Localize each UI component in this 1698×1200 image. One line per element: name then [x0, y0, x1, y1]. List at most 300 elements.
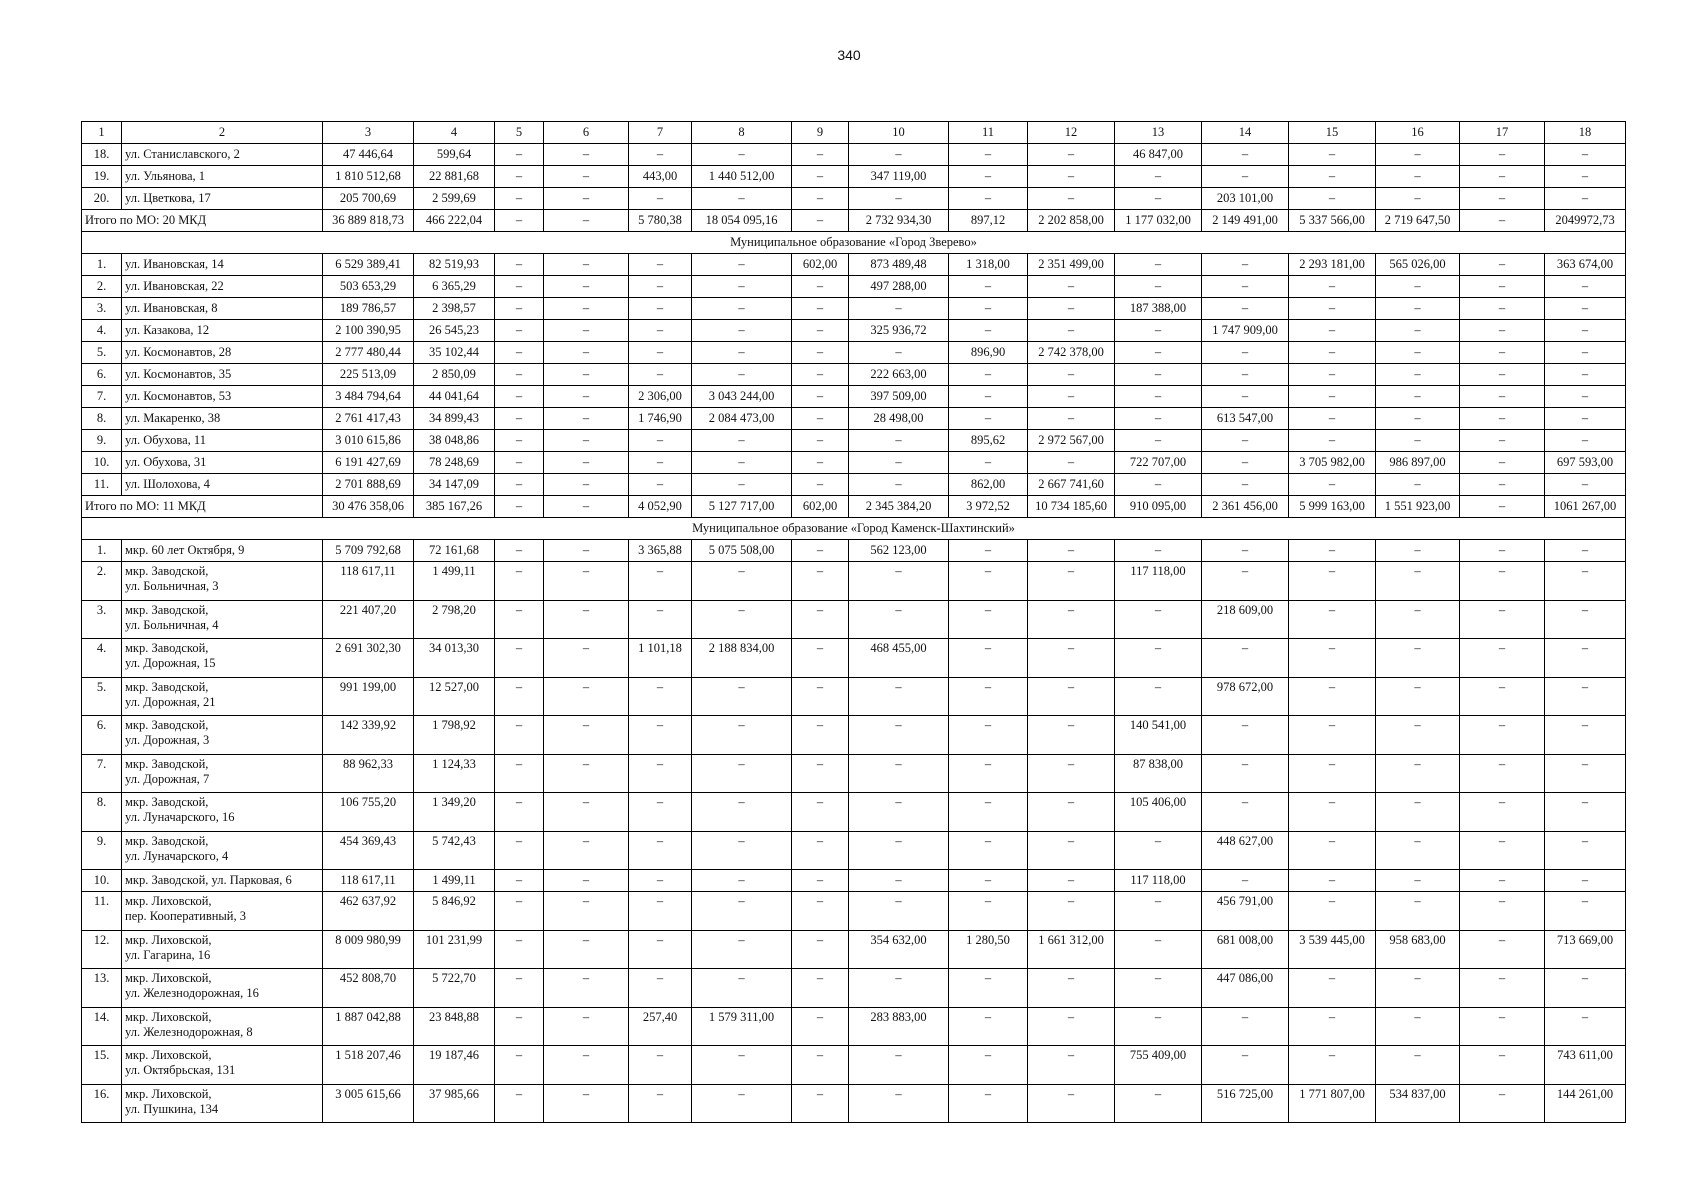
value-cell: – [1289, 430, 1376, 452]
value-cell: – [495, 831, 544, 870]
row-number: 11. [82, 892, 122, 931]
value-cell: – [1289, 320, 1376, 342]
value-cell: 87 838,00 [1115, 754, 1202, 793]
table-row [82, 320, 1626, 342]
value-cell: 205 700,69 [323, 188, 414, 210]
value-cell: – [544, 1046, 629, 1085]
row-number: 15. [82, 1046, 122, 1085]
value-cell: 118 617,11 [323, 562, 414, 601]
value-cell: 602,00 [792, 254, 849, 276]
value-cell: – [1202, 1046, 1289, 1085]
value-cell: – [949, 1046, 1028, 1085]
value-cell: – [692, 716, 792, 755]
value-cell: 6 365,29 [414, 276, 495, 298]
value-cell: – [495, 408, 544, 430]
column-header: 8 [692, 122, 792, 144]
address-line-1: мкр. Лиховской, [125, 894, 212, 908]
value-cell: 347 119,00 [849, 166, 949, 188]
address-cell [122, 716, 323, 755]
value-cell: – [692, 870, 792, 892]
value-cell: – [692, 298, 792, 320]
value-cell: – [949, 166, 1028, 188]
column-header: 9 [792, 122, 849, 144]
value-cell: – [1289, 831, 1376, 870]
total-cell: 910 095,00 [1115, 496, 1202, 518]
address-cell: ул. Ульянова, 1 [122, 166, 323, 188]
value-cell: – [949, 540, 1028, 562]
value-cell: – [792, 320, 849, 342]
value-cell: – [1545, 144, 1626, 166]
value-cell: – [692, 474, 792, 496]
value-cell: – [495, 386, 544, 408]
value-cell: – [495, 1046, 544, 1085]
value-cell: – [1460, 1046, 1545, 1085]
value-cell: – [792, 188, 849, 210]
value-cell: 203 101,00 [1202, 188, 1289, 210]
value-cell: – [949, 144, 1028, 166]
value-cell: – [1376, 144, 1460, 166]
value-cell: – [1289, 342, 1376, 364]
value-cell: – [792, 298, 849, 320]
value-cell: – [692, 320, 792, 342]
value-cell: – [1028, 144, 1115, 166]
value-cell: – [1289, 892, 1376, 931]
value-cell: – [1289, 969, 1376, 1008]
value-cell: 118 617,11 [323, 870, 414, 892]
value-cell: – [692, 1046, 792, 1085]
address-line-2: ул. Гагарина, 16 [125, 947, 211, 962]
row-number: 5. [82, 342, 122, 364]
value-cell: 565 026,00 [1376, 254, 1460, 276]
value-cell: – [629, 562, 692, 601]
value-cell: – [1202, 254, 1289, 276]
address-cell: ул. Ивановская, 14 [122, 254, 323, 276]
table-row [82, 430, 1626, 452]
value-cell: – [1115, 408, 1202, 430]
value-cell: – [1289, 639, 1376, 678]
value-cell: – [1460, 364, 1545, 386]
value-cell: – [1545, 831, 1626, 870]
value-cell: – [1028, 364, 1115, 386]
value-cell: – [629, 254, 692, 276]
value-cell: – [1545, 276, 1626, 298]
value-cell: – [792, 408, 849, 430]
table-row [82, 188, 1626, 210]
row-number: 2. [82, 276, 122, 298]
value-cell: 3 005 615,66 [323, 1084, 414, 1123]
value-cell: – [949, 754, 1028, 793]
value-cell: 3 705 982,00 [1289, 452, 1376, 474]
value-cell: – [544, 408, 629, 430]
table-row [82, 276, 1626, 298]
value-cell: 22 881,68 [414, 166, 495, 188]
value-cell: – [629, 276, 692, 298]
value-cell: – [849, 892, 949, 931]
value-cell: – [1028, 1046, 1115, 1085]
value-cell: – [1202, 540, 1289, 562]
value-cell: 47 446,64 [323, 144, 414, 166]
value-cell: 1 440 512,00 [692, 166, 792, 188]
row-number: 1. [82, 540, 122, 562]
value-cell: 2 293 181,00 [1289, 254, 1376, 276]
value-cell: 363 674,00 [1545, 254, 1626, 276]
value-cell: 221 407,20 [323, 600, 414, 639]
value-cell: 2 701 888,69 [323, 474, 414, 496]
value-cell: – [692, 754, 792, 793]
value-cell: 34 013,30 [414, 639, 495, 678]
value-cell: – [629, 342, 692, 364]
column-header: 15 [1289, 122, 1376, 144]
address-cell: ул. Шолохова, 4 [122, 474, 323, 496]
row-number: 6. [82, 716, 122, 755]
address-cell: ул. Казакова, 12 [122, 320, 323, 342]
value-cell: – [792, 562, 849, 601]
value-cell: – [544, 600, 629, 639]
value-cell: – [495, 892, 544, 931]
table-row [82, 930, 1626, 969]
total-label: Итого по МО: 20 МКД [82, 210, 323, 232]
value-cell: – [1115, 430, 1202, 452]
address-line-2: ул. Дорожная, 3 [125, 733, 210, 747]
repair-cost-table [81, 121, 1626, 1123]
value-cell: 34 899,43 [414, 408, 495, 430]
value-cell: – [495, 969, 544, 1008]
value-cell: 105 406,00 [1115, 793, 1202, 832]
address-line-2: ул. Октябрьская, 131 [125, 1063, 236, 1077]
row-number: 14. [82, 1007, 122, 1046]
value-cell: – [1289, 562, 1376, 601]
value-cell: – [495, 452, 544, 474]
value-cell: – [1545, 793, 1626, 832]
row-number: 18. [82, 144, 122, 166]
address-cell [122, 969, 323, 1008]
value-cell: – [1460, 452, 1545, 474]
table-row [82, 474, 1626, 496]
total-cell: 2 202 858,00 [1028, 210, 1115, 232]
value-cell: – [1376, 386, 1460, 408]
value-cell: 35 102,44 [414, 342, 495, 364]
total-cell: 30 476 358,06 [323, 496, 414, 518]
value-cell: – [1028, 754, 1115, 793]
value-cell: – [949, 716, 1028, 755]
total-cell: 5 337 566,00 [1289, 210, 1376, 232]
value-cell: – [1028, 166, 1115, 188]
value-cell: – [1115, 320, 1202, 342]
value-cell: 2 972 567,00 [1028, 430, 1115, 452]
value-cell: – [1460, 639, 1545, 678]
value-cell: – [949, 562, 1028, 601]
value-cell: – [1202, 144, 1289, 166]
value-cell: – [1289, 716, 1376, 755]
value-cell: 140 541,00 [1115, 716, 1202, 755]
value-cell: – [1289, 600, 1376, 639]
value-cell: – [1376, 1007, 1460, 1046]
section-row [82, 232, 1626, 254]
value-cell: – [1115, 364, 1202, 386]
value-cell: – [1202, 364, 1289, 386]
value-cell: – [629, 677, 692, 716]
value-cell: – [1289, 540, 1376, 562]
value-cell: 562 123,00 [849, 540, 949, 562]
address-line-2: ул. Луначарского, 16 [125, 810, 235, 824]
value-cell: – [1289, 276, 1376, 298]
value-cell: 1 887 042,88 [323, 1007, 414, 1046]
value-cell: – [1545, 188, 1626, 210]
value-cell: – [692, 677, 792, 716]
value-cell: – [949, 276, 1028, 298]
value-cell: – [1202, 1007, 1289, 1046]
value-cell: – [1202, 639, 1289, 678]
value-cell: – [1202, 452, 1289, 474]
row-number: 10. [82, 870, 122, 892]
address-line-1: мкр. Заводской, [125, 756, 209, 771]
value-cell: – [1202, 793, 1289, 832]
value-cell: 978 672,00 [1202, 677, 1289, 716]
address-line-2: ул. Дорожная, 21 [125, 694, 216, 709]
value-cell: – [1460, 540, 1545, 562]
total-cell: 2 345 384,20 [849, 496, 949, 518]
value-cell: 895,62 [949, 430, 1028, 452]
address-cell: ул. Станиславского, 2 [122, 144, 323, 166]
value-cell: – [949, 452, 1028, 474]
value-cell: – [692, 452, 792, 474]
value-cell: 1 124,33 [414, 754, 495, 793]
value-cell: – [1115, 474, 1202, 496]
address-cell: ул. Обухова, 31 [122, 452, 323, 474]
address-cell: ул. Космонавтов, 35 [122, 364, 323, 386]
value-cell: – [1289, 408, 1376, 430]
value-cell: – [1028, 1007, 1115, 1046]
address-line-1: мкр. Лиховской, [125, 932, 212, 947]
value-cell: – [544, 342, 629, 364]
value-cell: 8 009 980,99 [323, 930, 414, 969]
value-cell: – [1115, 1084, 1202, 1123]
value-cell: 187 388,00 [1115, 298, 1202, 320]
total-cell: 3 972,52 [949, 496, 1028, 518]
value-cell: 1 747 909,00 [1202, 320, 1289, 342]
value-cell: 2 667 741,60 [1028, 474, 1115, 496]
value-cell: 5 722,70 [414, 969, 495, 1008]
value-cell: 2 777 480,44 [323, 342, 414, 364]
value-cell: 697 593,00 [1545, 452, 1626, 474]
total-cell: 897,12 [949, 210, 1028, 232]
value-cell: – [1376, 870, 1460, 892]
value-cell: – [1460, 386, 1545, 408]
value-cell: – [792, 1046, 849, 1085]
table-row [82, 754, 1626, 793]
value-cell: – [1115, 386, 1202, 408]
table-header-row [82, 122, 1626, 144]
value-cell: – [1376, 1046, 1460, 1085]
total-cell: 1 177 032,00 [1115, 210, 1202, 232]
value-cell: 1 518 207,46 [323, 1046, 414, 1085]
value-cell: 46 847,00 [1115, 144, 1202, 166]
value-cell: 2 850,09 [414, 364, 495, 386]
value-cell: – [849, 793, 949, 832]
value-cell: 26 545,23 [414, 320, 495, 342]
value-cell: – [1289, 166, 1376, 188]
address-cell [122, 793, 323, 832]
address-line-1: мкр. Заводской, [125, 833, 209, 848]
value-cell: 5 846,92 [414, 892, 495, 931]
value-cell: – [544, 474, 629, 496]
value-cell: – [1376, 166, 1460, 188]
value-cell: 462 637,92 [323, 892, 414, 931]
value-cell: – [1460, 166, 1545, 188]
value-cell: – [849, 1084, 949, 1123]
row-number: 10. [82, 452, 122, 474]
value-cell: – [692, 793, 792, 832]
total-label: Итого по МО: 11 МКД [82, 496, 323, 518]
row-number: 9. [82, 430, 122, 452]
address-cell: ул. Макаренко, 38 [122, 408, 323, 430]
value-cell: 37 985,66 [414, 1084, 495, 1123]
value-cell: – [1202, 562, 1289, 601]
value-cell: – [544, 1084, 629, 1123]
value-cell: – [1202, 342, 1289, 364]
value-cell: – [792, 969, 849, 1008]
page-number: 340 [837, 47, 861, 63]
value-cell: – [1289, 1007, 1376, 1046]
value-cell: – [495, 716, 544, 755]
value-cell: – [544, 870, 629, 892]
value-cell: – [495, 639, 544, 678]
value-cell: 613 547,00 [1202, 408, 1289, 430]
value-cell: – [544, 831, 629, 870]
value-cell: – [544, 892, 629, 931]
column-header: 11 [949, 122, 1028, 144]
value-cell: – [544, 969, 629, 1008]
value-cell: – [495, 166, 544, 188]
value-cell: 82 519,93 [414, 254, 495, 276]
address-line-1: мкр. Заводской, [125, 641, 209, 655]
value-cell: – [1460, 870, 1545, 892]
value-cell: – [495, 1007, 544, 1046]
value-cell: – [1028, 639, 1115, 678]
value-cell: 755 409,00 [1115, 1046, 1202, 1085]
total-cell: 2049972,73 [1545, 210, 1626, 232]
value-cell: – [1460, 677, 1545, 716]
value-cell: – [949, 1007, 1028, 1046]
address-line-2: ул. Больничная, 4 [125, 617, 219, 632]
value-cell: – [1460, 144, 1545, 166]
value-cell: 106 755,20 [323, 793, 414, 832]
value-cell: – [849, 754, 949, 793]
value-cell: – [1202, 474, 1289, 496]
value-cell: – [692, 969, 792, 1008]
value-cell: – [1115, 254, 1202, 276]
total-cell: 5 999 163,00 [1289, 496, 1376, 518]
value-cell: – [792, 793, 849, 832]
value-cell: 5 075 508,00 [692, 540, 792, 562]
value-cell: – [1376, 276, 1460, 298]
value-cell: 447 086,00 [1202, 969, 1289, 1008]
value-cell: – [495, 754, 544, 793]
value-cell: 1 746,90 [629, 408, 692, 430]
value-cell: – [1028, 677, 1115, 716]
value-cell: – [792, 1084, 849, 1123]
value-cell: – [1202, 754, 1289, 793]
column-header: 12 [1028, 122, 1115, 144]
value-cell: – [629, 870, 692, 892]
value-cell: – [792, 639, 849, 678]
value-cell: – [629, 969, 692, 1008]
value-cell: – [1376, 716, 1460, 755]
value-cell: 12 527,00 [414, 677, 495, 716]
value-cell: 681 008,00 [1202, 930, 1289, 969]
value-cell: – [949, 639, 1028, 678]
value-cell: – [1289, 144, 1376, 166]
value-cell: – [1545, 892, 1626, 931]
value-cell: – [1202, 870, 1289, 892]
value-cell: – [1460, 754, 1545, 793]
address-line-1: мкр. Заводской, [125, 718, 209, 732]
value-cell: – [692, 892, 792, 931]
value-cell: – [495, 870, 544, 892]
address-cell: ул. Ивановская, 8 [122, 298, 323, 320]
value-cell: 34 147,09 [414, 474, 495, 496]
value-cell: – [1376, 969, 1460, 1008]
column-header: 13 [1115, 122, 1202, 144]
value-cell: 862,00 [949, 474, 1028, 496]
value-cell: – [1460, 969, 1545, 1008]
address-cell [122, 1046, 323, 1085]
value-cell: – [1289, 386, 1376, 408]
column-header: 18 [1545, 122, 1626, 144]
total-cell: – [495, 210, 544, 232]
value-cell: – [495, 600, 544, 639]
address-cell: ул. Космонавтов, 28 [122, 342, 323, 364]
total-cell: 5 127 717,00 [692, 496, 792, 518]
value-cell: – [495, 342, 544, 364]
value-cell: – [792, 716, 849, 755]
value-cell: – [849, 562, 949, 601]
value-cell: 257,40 [629, 1007, 692, 1046]
value-cell: – [629, 716, 692, 755]
value-cell: – [792, 831, 849, 870]
value-cell: – [495, 474, 544, 496]
value-cell: – [949, 188, 1028, 210]
value-cell: – [1376, 639, 1460, 678]
value-cell: – [544, 452, 629, 474]
value-cell: – [544, 930, 629, 969]
table-row [82, 1084, 1626, 1123]
value-cell: 5 709 792,68 [323, 540, 414, 562]
value-cell: 958 683,00 [1376, 930, 1460, 969]
value-cell: – [629, 188, 692, 210]
value-cell: – [544, 166, 629, 188]
value-cell: – [544, 677, 629, 716]
total-cell: 18 054 095,16 [692, 210, 792, 232]
value-cell: – [949, 408, 1028, 430]
value-cell: – [849, 831, 949, 870]
value-cell: – [692, 364, 792, 386]
value-cell: – [1289, 474, 1376, 496]
value-cell: 88 962,33 [323, 754, 414, 793]
value-cell: – [949, 677, 1028, 716]
address-line-2: пер. Кооперативный, 3 [125, 909, 246, 923]
value-cell: – [544, 144, 629, 166]
value-cell: – [544, 320, 629, 342]
value-cell: – [792, 930, 849, 969]
value-cell: 497 288,00 [849, 276, 949, 298]
section-title: Муниципальное образование «Город Каменск-Шахтинский» [82, 518, 1626, 540]
table-row [82, 677, 1626, 716]
value-cell: – [1376, 892, 1460, 931]
table-row [82, 408, 1626, 430]
value-cell: 3 539 445,00 [1289, 930, 1376, 969]
value-cell: – [692, 831, 792, 870]
